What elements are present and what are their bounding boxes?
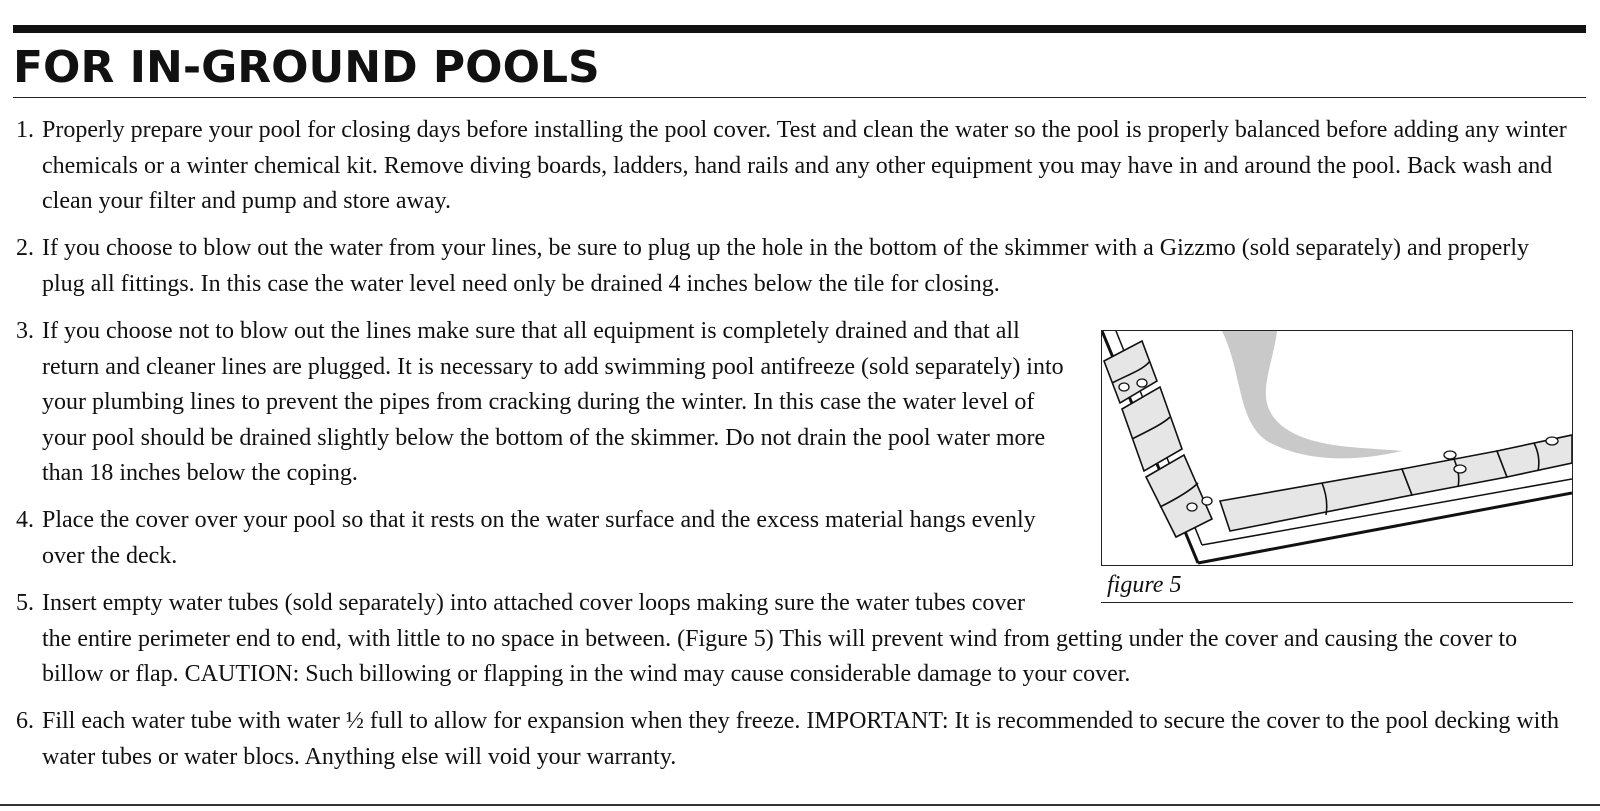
bottom-rule: [0, 804, 1600, 806]
step-3: [16, 314, 1064, 492]
step-text: If you choose not to blow out the lines make sure that all equipment is completely drained and that all return and cleaner lines are plugged. It is necessary to add swimming pool antifreeze (sold separately) into your plumbing lines to prevent the pipes from cracking during the winter. In this case the water level of your pool should be drained slightly below the bottom of the skimmer. Do not drain the pool water more than 18 inches below the coping.: [42, 318, 1064, 486]
step-text: Fill each water tube with water ½ full to allow for expansion when they freeze. IMPORTANT: It is recommended to secure the cover to the pool decking with water tubes or water blocs. Anything else will void your warranty.: [42, 708, 1559, 770]
step-number: 4.: [16, 507, 34, 533]
figure-illustration-frame: [1101, 330, 1573, 566]
step-number: 3.: [16, 318, 34, 344]
step-number: 6.: [16, 708, 34, 734]
section-title: FOR IN-GROUND POOLS: [13, 42, 600, 93]
step-6: [16, 704, 1576, 775]
step-text-content: Insert empty water tubes (sold separately) into attached cover loops making sure the water tubes cover the entire perimeter end to end, with little to no space in between. (Figure 5) This will prevent wind from getting under the cover and causing the cover to billow or flap. CAUTION: Such billowing or flapping in the wind may cause considerable damage to your cover.: [42, 590, 1518, 687]
step-text: If you choose to blow out the water from your lines, be sure to plug up the hole in the bottom of the skimmer with a Gizzmo (sold separately) and properly plug all fittings. In this case the water level need only be drained 4 inches below the tile for closing.: [42, 235, 1529, 297]
pool-cover-water-tubes-illustration: [1102, 331, 1572, 565]
step-2: [16, 231, 1576, 302]
step-1: [16, 113, 1576, 220]
step-text: Place the cover over your pool so that it rests on the water surface and the excess material hangs evenly over the deck.: [42, 507, 1036, 569]
step-number: 1.: [16, 117, 34, 143]
figure-5: [1101, 330, 1573, 603]
figure-caption: figure 5: [1107, 572, 1182, 598]
figure-caption-rule: [1101, 602, 1573, 603]
title-rule: [13, 97, 1586, 98]
top-rule: [13, 25, 1586, 33]
step-4: [16, 503, 1056, 574]
step-text: Properly prepare your pool for closing days before installing the pool cover. Test and clean the water so the pool is properly balanced before adding any winter chemicals or a winter chemical kit. Remove diving boards, ladders, hand rails and any other equipment you may have in and around the pool. Back wash and clean your filter and pump and store away.: [42, 117, 1567, 214]
step-number: 5.: [16, 590, 34, 616]
step-number: 2.: [16, 235, 34, 261]
